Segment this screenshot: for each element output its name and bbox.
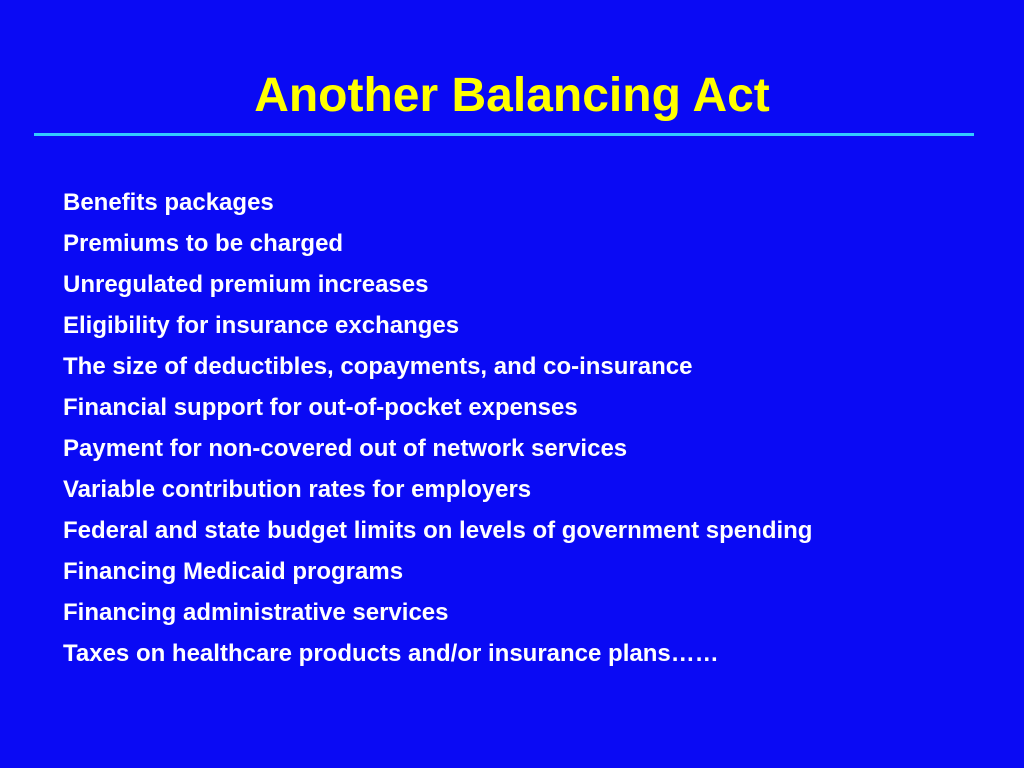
title-underline bbox=[34, 133, 974, 136]
list-item: Financing Medicaid programs bbox=[63, 558, 404, 585]
list-item: Financial support for out-of-pocket expenses bbox=[63, 394, 578, 421]
list-item: Benefits packages bbox=[63, 189, 274, 216]
list-item: Variable contribution rates for employers bbox=[63, 476, 532, 503]
list-item: Unregulated premium increases bbox=[63, 271, 429, 298]
list-item: Financing administrative services bbox=[63, 599, 449, 626]
bullet-list bbox=[63, 182, 812, 674]
slide-title: Another Balancing Act bbox=[254, 69, 770, 122]
list-item: Eligibility for insurance exchanges bbox=[63, 312, 460, 339]
list-item: Premiums to be charged bbox=[63, 230, 344, 257]
list-item: Taxes on healthcare products and/or insurance plans…… bbox=[63, 640, 719, 667]
list-item: Federal and state budget limits on levels of government spending bbox=[63, 517, 813, 544]
list-item: The size of deductibles, copayments, and co-insurance bbox=[63, 353, 693, 380]
list-item: Payment for non-covered out of network services bbox=[63, 435, 628, 462]
